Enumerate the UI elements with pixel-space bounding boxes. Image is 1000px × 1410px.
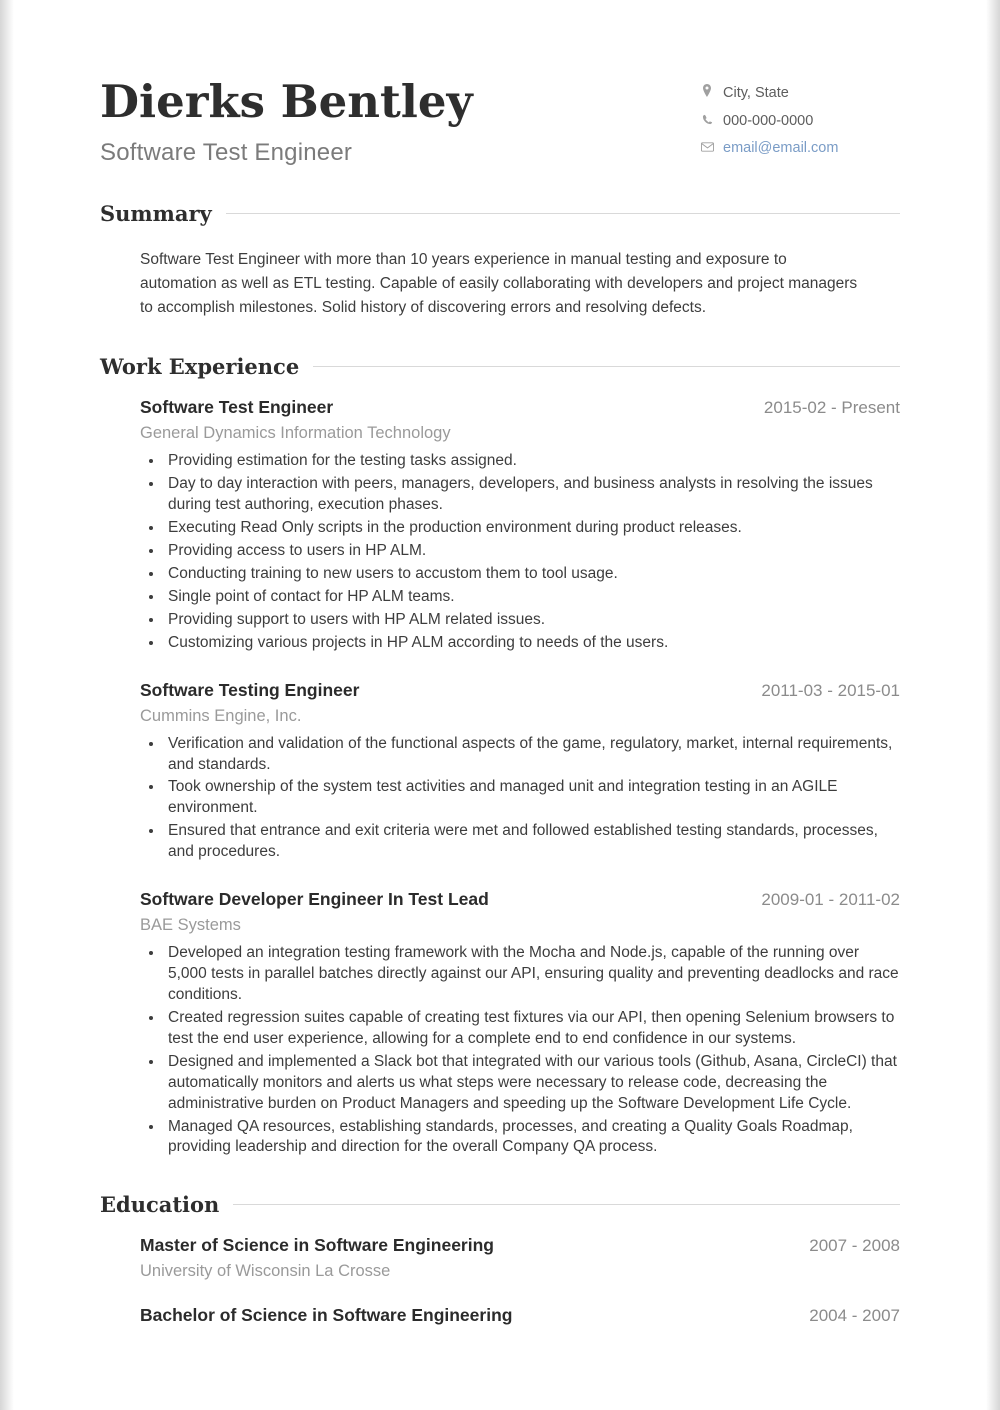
work-entry-header	[140, 397, 900, 418]
work-entry	[140, 680, 900, 864]
resume-header	[100, 60, 900, 167]
work-heading: Work Experience	[100, 354, 300, 380]
section-divider	[233, 1204, 900, 1205]
section-divider	[226, 213, 900, 214]
work-bullets	[140, 943, 900, 1158]
summary-heading: Summary	[100, 201, 212, 227]
work-role: Software Developer Engineer In Test Lead	[140, 889, 489, 910]
work-organization: General Dynamics Information Technology	[140, 424, 451, 443]
section-summary	[100, 201, 900, 320]
work-bullet: • Designed and implemented a Slack bot that integrated with our various tools (Github, Asana, CircleCI) that automatically monitors and alerts us what steps were necessary to release code, decreasing the administrative burden on Product Managers and speeding up the Software Development Life Cycle.	[164, 1052, 900, 1115]
education-entry-header	[140, 1305, 900, 1326]
contact-block	[700, 80, 900, 163]
education-entry-header	[140, 1235, 900, 1256]
work-bullet: • Providing estimation for the testing tasks assigned.	[164, 451, 900, 472]
section-divider	[313, 366, 900, 367]
work-bullets	[140, 734, 900, 864]
phone-icon	[700, 110, 714, 133]
work-entries	[140, 397, 900, 1158]
work-bullet: • Single point of contact for HP ALM teams.	[164, 587, 900, 608]
work-dates: 2015-02 - Present	[763, 398, 900, 418]
summary-heading-row	[100, 201, 900, 226]
contact-phone	[700, 108, 900, 136]
contact-email-text[interactable]: email@email.com	[723, 140, 839, 157]
envelope-icon	[700, 137, 714, 160]
work-bullet: • Developed an integration testing framework with the Mocha and Node.js, capable of the running over 5,000 tests in parallel batches directly against our API, ensuring quality and preventing deadlocks and race conditions.	[164, 943, 900, 1006]
contact-location	[700, 80, 900, 108]
work-entry	[140, 889, 900, 1158]
work-bullet: • Executing Read Only scripts in the production environment during product releases.	[164, 518, 900, 539]
work-role: Software Testing Engineer	[140, 679, 360, 700]
education-degree: Master of Science in Software Engineering	[140, 1235, 494, 1256]
candidate-job-title: Software Test Engineer	[100, 139, 353, 167]
contact-location-text: City, State	[723, 85, 789, 101]
education-entry	[140, 1235, 900, 1281]
education-school: University of Wisconsin La Crosse	[140, 1262, 391, 1281]
work-entry	[140, 397, 900, 653]
candidate-name: Dierks Bentley	[100, 75, 473, 128]
work-organization: Cummins Engine, Inc.	[140, 706, 302, 725]
work-bullet: • Providing access to users in HP ALM.	[164, 541, 900, 562]
work-bullets	[140, 451, 900, 653]
contact-email[interactable]	[700, 135, 900, 163]
contact-phone-text: 000-000-0000	[723, 112, 814, 129]
education-heading-row	[100, 1192, 900, 1217]
work-bullet: • Customizing various projects in HP ALM according to needs of the users.	[164, 633, 900, 654]
education-dates: 2004 - 2007	[809, 1306, 900, 1326]
education-entry	[140, 1305, 900, 1326]
work-entry-header	[140, 680, 900, 701]
work-dates: 2011-03 - 2015-01	[761, 680, 900, 700]
header-identity	[100, 60, 473, 167]
work-heading-row	[100, 354, 900, 379]
education-degree: Bachelor of Science in Software Engineering	[140, 1305, 513, 1326]
location-pin-icon	[700, 82, 714, 105]
work-organization: BAE Systems	[140, 916, 241, 935]
summary-text: Software Test Engineer with more than 10 years experience in manual testing and exposure to automation as well as ETL testing. Capable of easily collaborating with developers and project managers to accomplish milestones. Solid history of discovering errors and resolving defects.	[140, 251, 858, 317]
education-entries	[140, 1235, 900, 1326]
section-work-experience	[100, 354, 900, 1158]
section-education	[100, 1192, 900, 1326]
work-bullet: • Verification and validation of the functional aspects of the game, regulatory, market, internal requirements, and standards.	[164, 734, 900, 776]
work-dates: 2009-01 - 2011-02	[761, 890, 900, 910]
work-bullet: • Managed QA resources, establishing standards, processes, and creating a Quality Goals Roadmap, providing leadership and direction for the overall Company QA process.	[164, 1117, 900, 1159]
work-bullet: • Ensured that entrance and exit criteria were met and followed established testing standards, processes, and procedures.	[164, 821, 900, 863]
education-dates: 2007 - 2008	[809, 1236, 900, 1256]
work-entry-header	[140, 889, 900, 910]
work-bullet: • Day to day interaction with peers, managers, developers, and business analysts in resolving the issues during test authoring, execution phases.	[164, 474, 900, 516]
work-bullet: • Took ownership of the system test activities and managed unit and integration testing in an AGILE environment.	[164, 777, 900, 819]
work-role: Software Test Engineer	[140, 397, 334, 418]
work-bullet: • Conducting training to new users to accustom them to tool usage.	[164, 564, 900, 585]
education-heading: Education	[100, 1192, 220, 1218]
work-bullet: • Providing support to users with HP ALM related issues.	[164, 610, 900, 631]
work-bullet: • Created regression suites capable of creating test fixtures via our API, then opening Selenium browsers to test the end user experience, allowing for a complete end to end confidence in our systems.	[164, 1008, 900, 1050]
